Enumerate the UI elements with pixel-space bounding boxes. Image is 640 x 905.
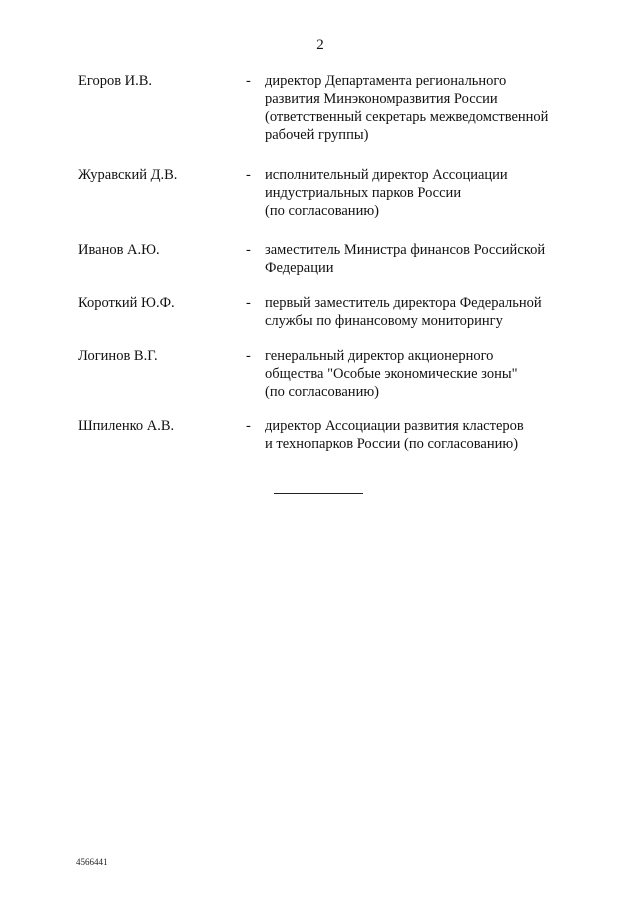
member-list [78, 72, 578, 453]
member-role: исполнительный директор Ассоциации индустриальных парков России (по согласованию) [265, 167, 508, 219]
member-name: Егоров И.В. [78, 73, 153, 89]
member-role: директор Ассоциации развития кластеров и технопарков России (по согласованию) [265, 418, 524, 452]
member-dash: - [246, 295, 251, 311]
member-role: директор Департамента регионального развития Минэкономразвития России (ответственный секретарь межведомственной рабочей группы) [265, 73, 549, 143]
page-number: 2 [316, 37, 324, 53]
member-row [78, 241, 578, 277]
member-row [78, 417, 578, 453]
member-name: Журавский Д.В. [78, 167, 178, 183]
member-row [78, 166, 578, 220]
member-dash: - [246, 242, 251, 258]
document-code: 4566441 [76, 857, 108, 867]
member-row [78, 294, 578, 330]
member-name: Короткий Ю.Ф. [78, 295, 175, 311]
member-dash: - [246, 73, 251, 89]
member-dash: - [246, 418, 251, 434]
member-row [78, 72, 578, 144]
member-role: первый заместитель директора Федеральной службы по финансовому мониторингу [265, 295, 542, 329]
member-dash: - [246, 167, 251, 183]
member-dash: - [246, 348, 251, 364]
member-name: Иванов А.Ю. [78, 242, 160, 258]
member-name: Шпиленко А.В. [78, 418, 175, 434]
end-divider [274, 493, 363, 494]
member-row [78, 347, 578, 401]
member-role: генеральный директор акционерного общества "Особые экономические зоны" (по согласованию) [265, 348, 518, 400]
member-name: Логинов В.Г. [78, 348, 158, 364]
member-role: заместитель Министра финансов Российской Федерации [265, 242, 546, 276]
